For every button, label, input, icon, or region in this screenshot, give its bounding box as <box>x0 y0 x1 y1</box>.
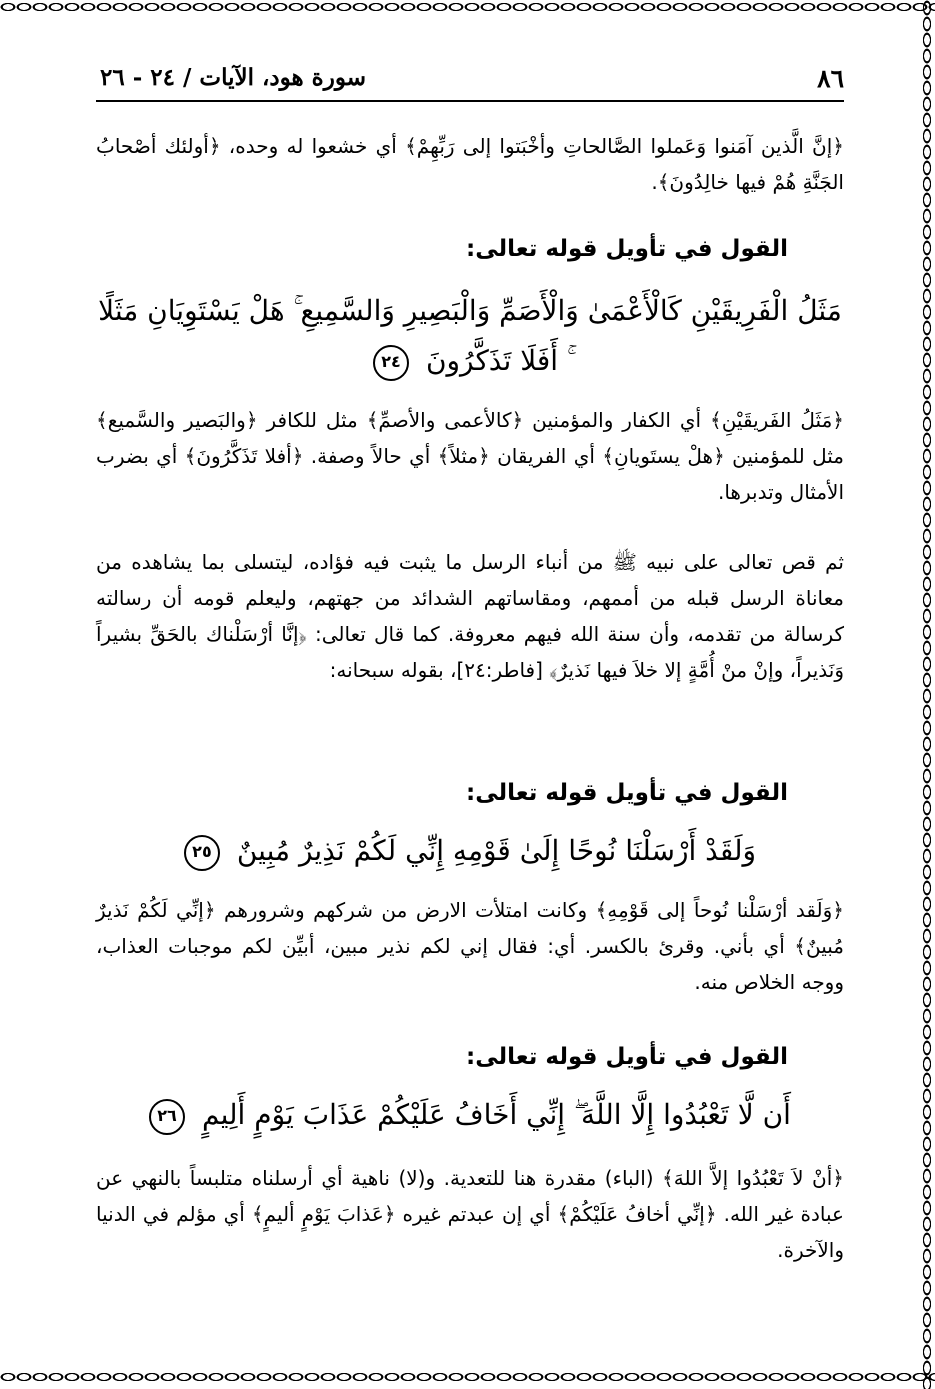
top-ornamental-border <box>0 0 935 14</box>
verse-26-text: أَن لَّا تَعْبُدُوا إِلَّا اللَّهَ ۖ إِنِّي أَخَافُ عَلَيْكُمْ عَذَابَ يَوْمٍ أَلِيمٍ <box>201 1098 791 1131</box>
book-page <box>96 50 844 1370</box>
quran-verse-25 <box>96 826 844 876</box>
header-rule <box>96 100 844 102</box>
section-heading-25: القول في تأويل قوله تعالى: <box>466 780 788 806</box>
bottom-ornamental-border <box>0 1370 935 1384</box>
section-heading-24: القول في تأويل قوله تعالى: <box>466 236 788 262</box>
section-heading-26: القول في تأويل قوله تعالى: <box>466 1044 788 1070</box>
quran-verse-26 <box>96 1090 844 1140</box>
running-title: سورة هود، الآيات / ٢٤ - ٢٦ <box>100 64 366 91</box>
verse-24-text: مَثَلُ الْفَرِيقَيْنِ كَالْأَعْمَىٰ وَالْأَصَمِّ وَالْبَصِيرِ وَالسَّمِيعِ ۚ هَلْ يَسْتَوِيَانِ مَثَلًا ۚ أَفَلَا تَذَكَّرُونَ <box>98 294 842 377</box>
paragraph-tafsir-25: ﴿وَلَقد أرْسَلْنا نُوحاً إلى قَوْمِهِ﴾ وكانت امتلأت الارض من شركهم وشرورهم ﴿إنِّي لَكُمْ نَذيرٌ مُبينٌ﴾ أي بأني. وقرئ بالكسر. أي: فقال إني لكم نذير مبين، أبيِّن لكم موجبات العذاب، ووجه الخلاص منه. <box>96 898 844 994</box>
verse-25-text: وَلَقَدْ أَرْسَلْنَا نُوحًا إِلَىٰ قَوْمِهِ إِنِّي لَكُمْ نَذِيرٌ مُبِينٌ <box>236 834 757 867</box>
quran-verse-24 <box>96 286 844 386</box>
paragraph-prophets-stories: ثم قص تعالى على نبيه ﷺ من أنباء الرسل ما يثبت فيه فؤاده، ليتسلى بما يشاهده من معاناة الرسل قبله من أممهم، ومقاساتهم الشدائد من جهتهم، وليعلم قومه أن رسالته كرسالة من تقدمه، وأن سنة الله فيهم معروفة. كما قال تعالى: ﴿إنَّا أرْسَلْناك بالحَقِّ بشيراً وَنَذيراً، وإنْ منْ أُمَّةٍ إلا خلاَ فيها نَذيرٌ﴾ [فاطر:٢٤]، بقوله سبحانه: <box>96 550 844 682</box>
paragraph-verse-23: ﴿إنَّ الَّذين آمَنوا وَعَملوا الصَّالحاتِ وأخْبَتوا إلى رَبِّهِمْ﴾ أي خشعوا له وحده، ﴿أولئك أصْحابُ الجَنَّةِ هُمْ فيها خالِدُونَ﴾. <box>96 134 844 194</box>
page-number: ٨٦ <box>817 64 844 93</box>
verse-24-number-marker: ٢٤ <box>373 345 409 381</box>
verse-25-number-marker: ٢٥ <box>184 835 220 871</box>
verse-26-number-marker: ٢٦ <box>149 1099 185 1135</box>
right-ornamental-border <box>919 0 935 1389</box>
paragraph-tafsir-24: ﴿مَثَلُ الفَريقَيْنِ﴾ أي الكفار والمؤمنين ﴿كالأعمى والأصمِّ﴾ مثل للكافر ﴿والبَصير والسَّميع﴾ مثل للمؤمنين ﴿هلْ يستَويانِ﴾ أي الفريقان ﴿مثلاً﴾ أي حالاً وصفة. ﴿أفلا تَذَكَّرُونَ﴾ أي بضرب الأمثال وتدبرها. <box>96 408 844 504</box>
paragraph-tafsir-26: ﴿أنْ لاَ تَعْبُدُوا إلاَّ اللهَ﴾ (الباء) مقدرة هنا للتعدية. و(لا) ناهية أي أرسلناه متلبساً بالنهي عن عبادة غير الله. ﴿إنِّي أخافُ عَلَيْكُمْ﴾ أي إن عبدتم غيره ﴿عَذابَ يَوْمٍ أليمٍ﴾ أي مؤلم في الدنيا والآخرة. <box>96 1166 844 1262</box>
